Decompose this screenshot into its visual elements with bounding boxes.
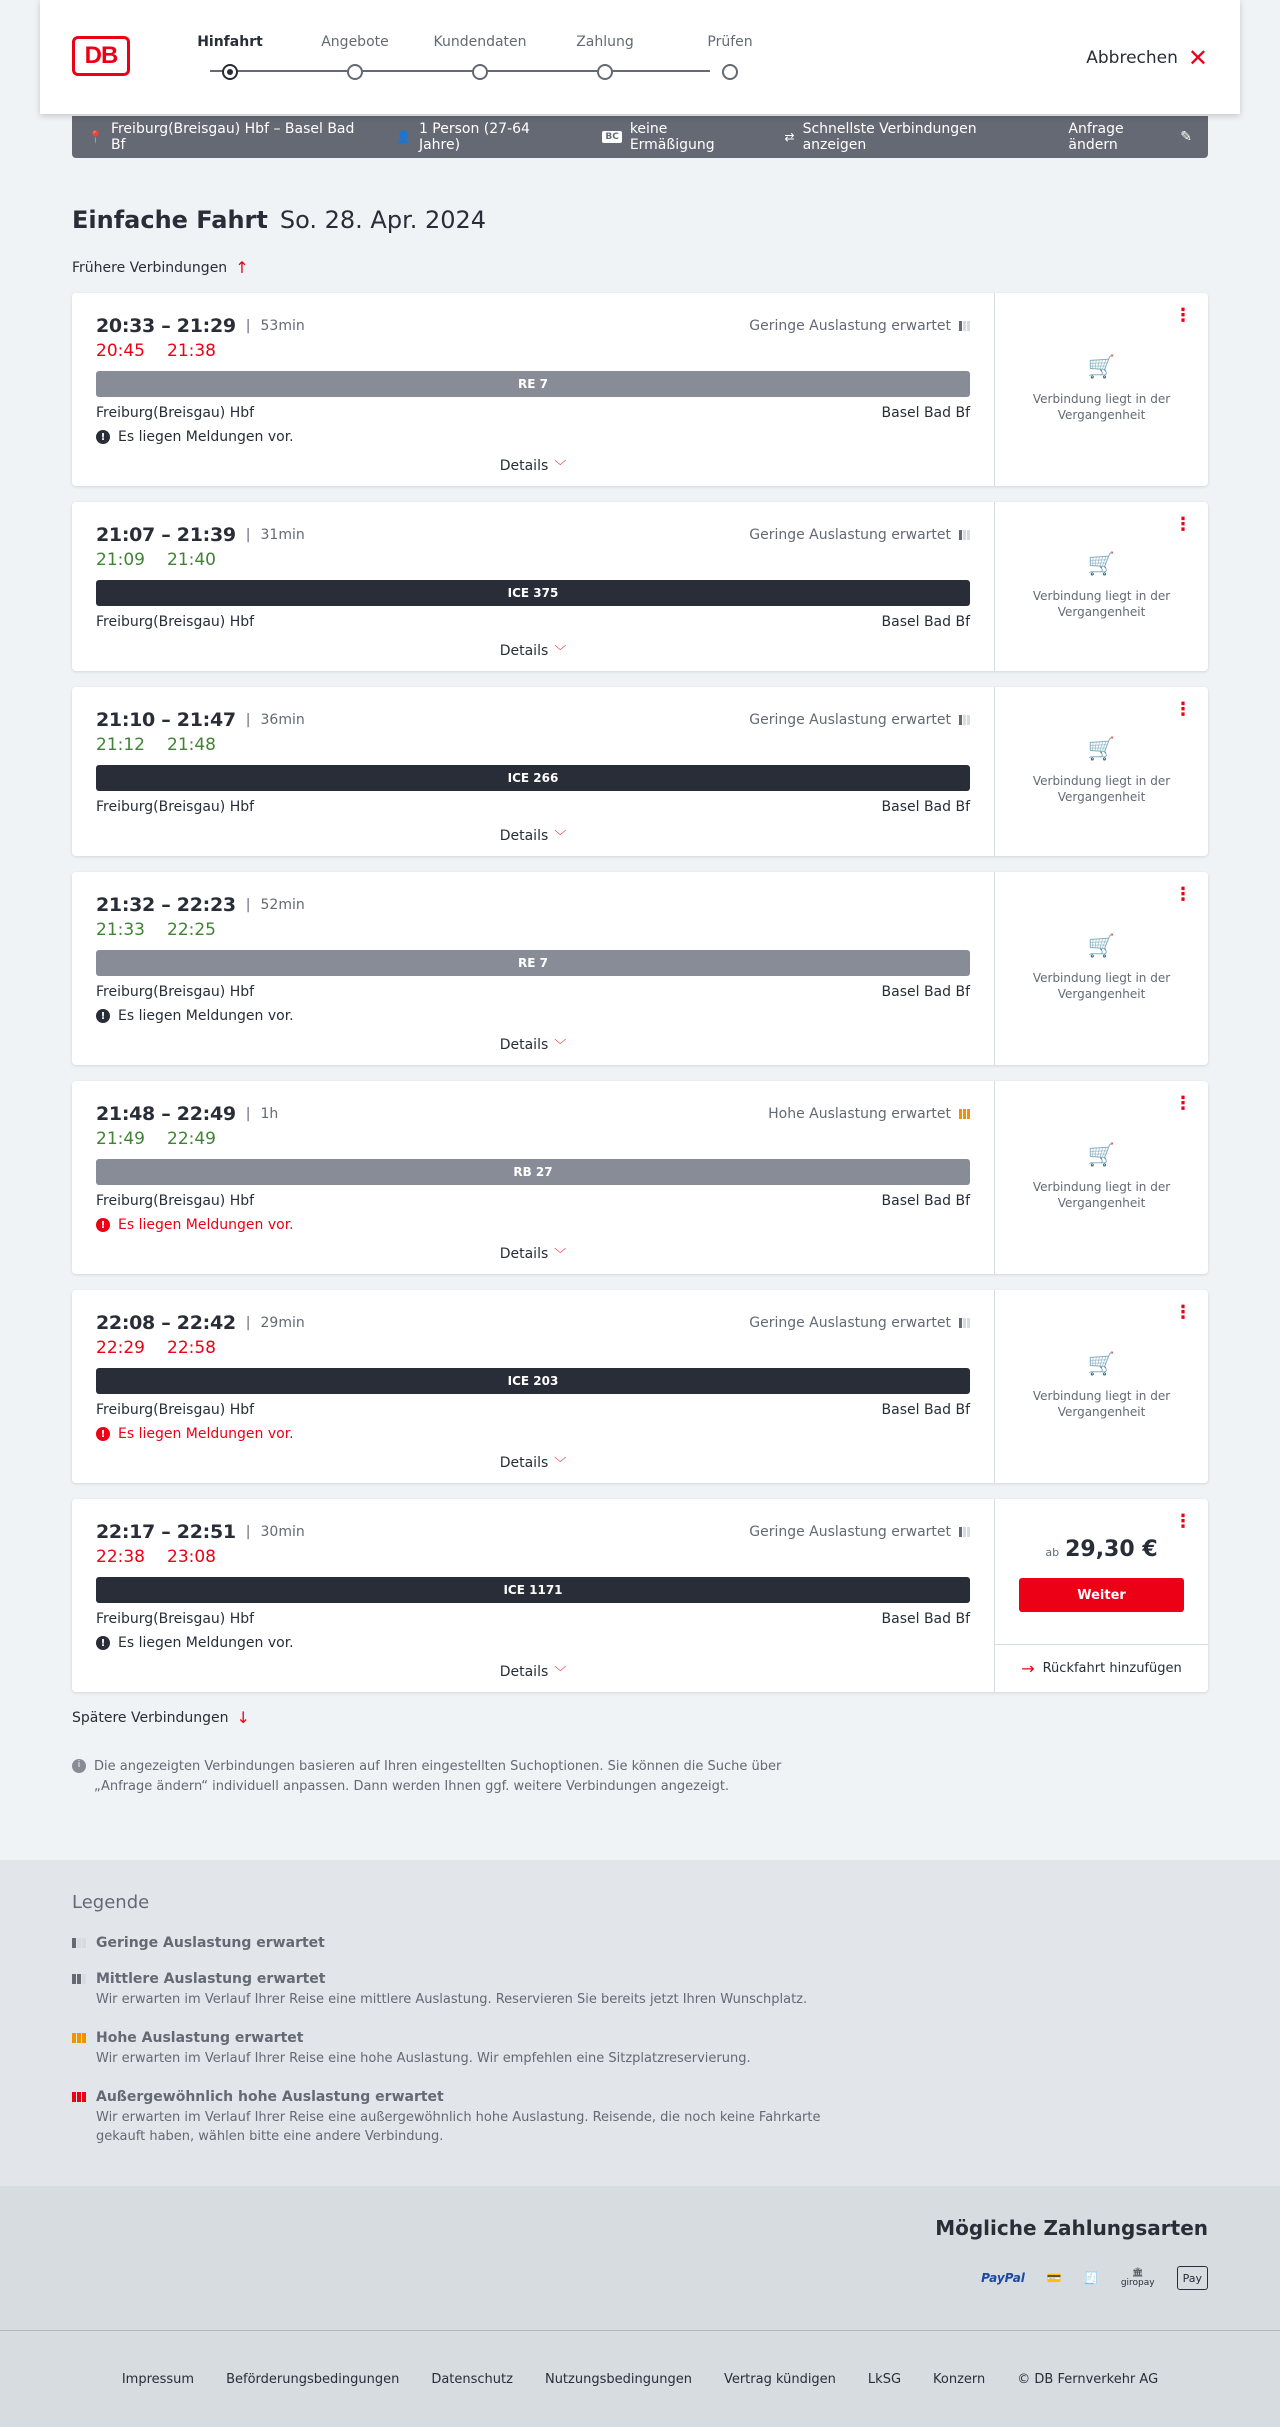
giropay-icon	[1121, 2266, 1155, 2290]
info-notice	[72, 1757, 832, 1796]
departure-station: Freiburg(Breisgau) Hbf	[96, 799, 255, 815]
footer-link[interactable]: Beförderungsbedingungen	[226, 2371, 400, 2387]
page-title: Einfache Fahrt	[72, 206, 268, 234]
price-value: 29,30 €	[1065, 1537, 1158, 1562]
footer-link[interactable]: Impressum	[121, 2371, 195, 2387]
cart-unavailable-icon: 🛒	[1087, 355, 1116, 381]
realtime-departure: 21:33	[96, 920, 145, 940]
separator: |	[245, 712, 251, 728]
legend-section	[0, 1860, 1280, 2186]
alert-icon: !	[96, 1009, 110, 1023]
past-text: Verbindung liegt in der Vergangenheit	[1032, 971, 1171, 1001]
train-segment-bar[interactable]: RE 7	[96, 371, 970, 397]
realtime-arrival: 22:49	[167, 1129, 216, 1149]
alert-icon: !	[96, 1427, 110, 1441]
realtime-times	[96, 735, 970, 757]
more-options-icon[interactable]: ⋮	[1174, 1511, 1192, 1532]
connection-card	[72, 502, 1208, 671]
step-label: Zahlung	[576, 34, 634, 50]
arrow-down-icon: ↓	[236, 1708, 250, 1727]
step-label: Hinfahrt	[197, 34, 263, 50]
cancel-label: Abbrechen	[1086, 48, 1178, 68]
cart-unavailable-icon: 🛒	[1087, 934, 1116, 960]
notice-text: Es liegen Meldungen vor.	[118, 1008, 294, 1024]
connection-main	[72, 1499, 995, 1692]
more-options-icon[interactable]: ⋮	[1174, 699, 1192, 720]
departure-station: Freiburg(Breisgau) Hbf	[96, 1193, 255, 1209]
separator: |	[245, 897, 251, 913]
applepay-icon	[1177, 2266, 1208, 2290]
separator: |	[245, 1524, 251, 1540]
step-label: Angebote	[321, 34, 389, 50]
details-label: Details	[499, 643, 549, 659]
occupancy-text: Geringe Auslastung erwartet	[749, 318, 951, 334]
planned-times: 20:33 – 21:29	[96, 315, 236, 337]
departure-station: Freiburg(Breisgau) Hbf	[96, 984, 255, 1000]
arrival-station: Basel Bad Bf	[881, 614, 970, 630]
duration: 1h	[260, 1106, 279, 1122]
giropay-symbol: 🏛	[1132, 2268, 1144, 2279]
details-label: Details	[499, 1037, 549, 1053]
occupancy-text: Geringe Auslastung erwartet	[749, 1524, 951, 1540]
details-label: Details	[499, 1664, 549, 1680]
details-label: Details	[499, 828, 549, 844]
notice-text: Es liegen Meldungen vor.	[118, 1426, 294, 1442]
details-label: Details	[499, 1455, 549, 1471]
footer-link[interactable]: Konzern	[933, 2371, 986, 2387]
cart-unavailable-icon: 🛒	[1087, 737, 1116, 763]
arrow-up-icon: ↑	[235, 258, 249, 277]
connection-list	[72, 293, 1208, 1692]
later-label: Spätere Verbindungen	[72, 1709, 229, 1726]
notice-text: Es liegen Meldungen vor.	[118, 1217, 294, 1233]
occupancy-text: Hohe Auslastung erwartet	[768, 1106, 951, 1122]
more-options-icon[interactable]: ⋮	[1174, 1302, 1192, 1323]
more-options-icon[interactable]: ⋮	[1174, 1093, 1192, 1114]
step-pruefen	[680, 34, 780, 54]
stations-row	[96, 984, 970, 1000]
details-toggle[interactable]	[96, 827, 970, 844]
departure-station: Freiburg(Breisgau) Hbf	[96, 405, 255, 421]
add-return-label: Rückfahrt hinzufügen	[1042, 1661, 1182, 1676]
separator: |	[245, 527, 251, 543]
occupancy-indicator	[749, 527, 970, 543]
separator: |	[245, 1106, 251, 1122]
cart-unavailable-icon: 🛒	[1087, 1143, 1116, 1169]
train-segment-bar[interactable]: ICE 266	[96, 765, 970, 791]
payments-title: Mögliche Zahlungsarten	[935, 2216, 1208, 2241]
legend-heading	[72, 2030, 1208, 2046]
connection-main	[72, 293, 995, 486]
details-toggle[interactable]	[96, 1663, 970, 1680]
connection-card	[72, 1081, 1208, 1274]
add-return-trip-button[interactable]	[995, 1644, 1208, 1692]
past-text: Verbindung liegt in der Vergangenheit	[1032, 1389, 1171, 1419]
past-text: Verbindung liegt in der Vergangenheit	[1032, 589, 1171, 619]
footer-link[interactable]: Vertrag kündigen	[723, 2371, 836, 2387]
arrival-station: Basel Bad Bf	[881, 799, 970, 815]
occupancy-icon	[959, 1527, 970, 1537]
creditcard-icon: 💳	[1046, 2271, 1062, 2286]
arrival-station: Basel Bad Bf	[881, 984, 970, 1000]
alert-icon: !	[96, 1218, 110, 1232]
connection-side	[995, 502, 1208, 671]
legend-item-title: Hohe Auslastung erwartet	[96, 2029, 304, 2046]
connection-side	[995, 293, 1208, 486]
more-options-icon[interactable]: ⋮	[1174, 305, 1192, 326]
occupancy-extreme-icon	[72, 2092, 88, 2102]
step-kundendaten	[430, 34, 530, 54]
legend-list	[72, 1935, 1208, 2146]
planned-times: 21:48 – 22:49	[96, 1103, 236, 1125]
stations-row	[96, 1611, 970, 1627]
legend-heading	[72, 2089, 1208, 2105]
occupancy-indicator	[749, 318, 970, 334]
duration: 52min	[260, 897, 305, 913]
realtime-times	[96, 920, 970, 942]
chevron-down-icon: ﹀	[554, 1665, 567, 1679]
connection-main	[72, 1081, 995, 1274]
arrow-right-icon: →	[1021, 1659, 1035, 1678]
occupancy-high-icon	[72, 2033, 88, 2043]
location-pin-icon: 📍	[88, 130, 103, 144]
occupancy-medium-icon	[72, 1974, 88, 1984]
stations-row	[96, 1402, 970, 1418]
info-icon: i	[72, 1759, 86, 1773]
arrival-station: Basel Bad Bf	[881, 1402, 970, 1418]
summary-persons	[396, 121, 568, 153]
search-summary-bar	[72, 116, 1208, 158]
connection-card	[72, 1499, 1208, 1692]
occupancy-icon	[959, 321, 970, 331]
times-row	[96, 894, 970, 916]
bahncard-icon: BC	[602, 131, 621, 143]
departure-station: Freiburg(Breisgau) Hbf	[96, 1611, 255, 1627]
legend-heading	[72, 1935, 1208, 1951]
footer	[0, 2330, 1280, 2427]
realtime-departure: 21:12	[96, 735, 145, 755]
alert-icon: !	[96, 1636, 110, 1650]
legend-heading	[72, 1971, 1208, 1987]
details-toggle[interactable]	[96, 1454, 970, 1471]
planned-times: 21:10 – 21:47	[96, 709, 236, 731]
arrival-station: Basel Bad Bf	[881, 1193, 970, 1209]
times-row	[96, 1312, 970, 1334]
stepper-line	[210, 70, 710, 72]
connection-card	[72, 293, 1208, 486]
discount-text: keine Ermäßigung	[629, 121, 715, 153]
realtime-departure: 21:09	[96, 550, 145, 570]
header	[40, 0, 1240, 114]
past-text: Verbindung liegt in der Vergangenheit	[1032, 392, 1171, 422]
price-prefix: ab	[1045, 1546, 1060, 1559]
swap-icon: ⇄	[784, 130, 795, 144]
times-row	[96, 709, 970, 731]
realtime-departure: 20:45	[96, 341, 145, 361]
step-zahlung	[555, 34, 655, 54]
realtime-arrival: 22:25	[167, 920, 216, 940]
train-segment-bar[interactable]: ICE 375	[96, 580, 970, 606]
giropay-label: giropay	[1120, 2278, 1155, 2289]
duration: 31min	[260, 527, 305, 543]
legend-item-description: Wir erwarten im Verlauf Ihrer Reise eine außergewöhnlich hohe Auslastung. Reisende, die noch keine Fahrkarte gekauft haben, wählen bitte eine andere Verbindung.	[96, 2109, 821, 2144]
notice-message	[96, 1217, 970, 1233]
chevron-down-icon: ﹀	[554, 644, 567, 658]
footer-link[interactable]: Nutzungsbedingungen	[544, 2371, 692, 2387]
cancel-button[interactable]	[1086, 46, 1208, 70]
times-row	[96, 1103, 970, 1125]
realtime-departure: 21:49	[96, 1129, 145, 1149]
connection-card	[72, 687, 1208, 856]
legend-item-description: Wir erwarten im Verlauf Ihrer Reise eine hohe Auslastung. Wir empfehlen eine Sitzplatzreservierung.	[96, 2050, 751, 2066]
train-segment-bar[interactable]: RB 27	[96, 1159, 970, 1185]
planned-times: 22:17 – 22:51	[96, 1521, 236, 1543]
occupancy-low-icon	[72, 1938, 88, 1948]
train-segment-bar[interactable]: ICE 203	[96, 1368, 970, 1394]
realtime-arrival: 23:08	[167, 1547, 216, 1567]
notice-message	[96, 1426, 970, 1442]
stations-row	[96, 799, 970, 815]
connection-side	[995, 1081, 1208, 1274]
train-segment-bar[interactable]: ICE 1171	[96, 1577, 970, 1603]
connection-card	[72, 1290, 1208, 1483]
times-row	[96, 524, 970, 546]
summary-fastest	[785, 121, 1035, 153]
footer-link[interactable]: © DB Fernverkehr AG	[1017, 2371, 1159, 2387]
connection-side	[995, 687, 1208, 856]
realtime-departure: 22:29	[96, 1338, 145, 1358]
duration: 29min	[260, 1315, 305, 1331]
price	[1045, 1537, 1157, 1562]
stations-row	[96, 405, 970, 421]
step-dot	[222, 64, 238, 80]
past-text: Verbindung liegt in der Vergangenheit	[1032, 774, 1171, 804]
past-text: Verbindung liegt in der Vergangenheit	[1032, 1180, 1171, 1210]
chevron-down-icon: ﹀	[554, 459, 567, 473]
details-toggle[interactable]	[96, 1245, 970, 1262]
occupancy-indicator	[768, 1106, 970, 1122]
payment-methods-section	[0, 2186, 1280, 2330]
page-title-row	[72, 206, 1208, 234]
realtime-times	[96, 1338, 970, 1360]
train-segment-bar[interactable]: RE 7	[96, 950, 970, 976]
earlier-connections-link[interactable]	[72, 258, 1208, 277]
legend-item-title: Mittlere Auslastung erwartet	[96, 1971, 326, 1987]
edit-request-button[interactable]	[1068, 121, 1192, 153]
connection-main	[72, 1290, 995, 1483]
planned-times: 21:07 – 21:39	[96, 524, 236, 546]
legend-item-high	[72, 2030, 1208, 2069]
route-text: Freiburg(Breisgau) Hbf – Basel Bad Bf	[110, 121, 355, 153]
occupancy-indicator	[749, 1524, 970, 1540]
edit-label: Anfrage ändern	[1068, 121, 1124, 153]
connection-side	[995, 1499, 1208, 1692]
occupancy-text: Geringe Auslastung erwartet	[749, 712, 951, 728]
more-options-icon[interactable]: ⋮	[1174, 514, 1192, 535]
travel-date: So. 28. Apr. 2024	[279, 206, 487, 234]
duration: 30min	[260, 1524, 305, 1540]
progress-stepper	[180, 34, 753, 84]
realtime-arrival: 21:48	[167, 735, 216, 755]
legend-title: Legende	[72, 1892, 150, 1913]
realtime-arrival: 21:38	[167, 341, 216, 361]
step-dot	[722, 64, 738, 80]
chevron-down-icon: ﹀	[554, 829, 567, 843]
times-row	[96, 1521, 970, 1543]
fastest-text: Schnellste Verbindungen anzeigen	[802, 121, 977, 153]
step-label: Prüfen	[707, 34, 753, 50]
details-toggle[interactable]	[96, 457, 970, 474]
occupancy-icon	[959, 715, 970, 725]
step-dot	[472, 64, 488, 80]
persons-text: 1 Person (27-64 Jahre)	[418, 121, 530, 153]
applepay-label: Pay	[1182, 2271, 1202, 2285]
connection-side	[995, 872, 1208, 1065]
realtime-arrival: 21:40	[167, 550, 216, 570]
earlier-label: Frühere Verbindungen	[72, 259, 228, 276]
notice-text: Es liegen Meldungen vor.	[118, 429, 294, 445]
chevron-down-icon: ﹀	[554, 1456, 567, 1470]
footer-link[interactable]: Datenschutz	[431, 2371, 513, 2387]
connection-side	[995, 1290, 1208, 1483]
continue-button[interactable]: Weiter	[1019, 1578, 1184, 1612]
occupancy-text: Geringe Auslastung erwartet	[749, 527, 951, 543]
step-angebote	[305, 34, 405, 54]
occupancy-text: Geringe Auslastung erwartet	[749, 1315, 951, 1331]
later-connections-link[interactable]	[72, 1708, 1208, 1727]
times-row	[96, 315, 970, 337]
notice-message	[96, 1008, 970, 1024]
stations-row	[96, 1193, 970, 1209]
connection-main	[72, 502, 995, 671]
pencil-icon: ✎	[1180, 129, 1192, 145]
close-icon: ✕	[1187, 44, 1208, 72]
realtime-times	[96, 341, 970, 363]
separator: |	[245, 1315, 251, 1331]
realtime-arrival: 22:58	[167, 1338, 216, 1358]
occupancy-indicator	[749, 712, 970, 728]
occupancy-icon	[959, 1109, 970, 1119]
cart-unavailable-icon: 🛒	[1087, 552, 1116, 578]
connection-main	[72, 687, 995, 856]
realtime-times	[96, 1547, 970, 1569]
step-dot	[347, 64, 363, 80]
legend-item-low	[72, 1935, 1208, 1951]
legend-item-medium	[72, 1971, 1208, 2010]
legend-item-description: Wir erwarten im Verlauf Ihrer Reise eine mittlere Auslastung. Reservieren Sie bereits jetzt Ihren Wunschplatz.	[96, 1992, 808, 2007]
separator: |	[245, 318, 251, 334]
info-text: Die angezeigten Verbindungen basieren auf Ihren eingestellten Suchoptionen. Sie können die Suche über „Anfrage ändern“ individuell anpassen. Dann werden Ihnen ggf. weitere Verbindungen angezeigt.	[94, 1759, 782, 1794]
occupancy-icon	[959, 1318, 970, 1328]
realtime-times	[96, 550, 970, 572]
details-toggle[interactable]	[96, 642, 970, 659]
summary-discount	[602, 121, 750, 153]
db-logo[interactable]: DB	[72, 36, 130, 76]
alert-icon: !	[96, 430, 110, 444]
arrival-station: Basel Bad Bf	[881, 1611, 970, 1627]
paypal-icon: PayPal	[981, 2271, 1025, 2286]
details-toggle[interactable]	[96, 1036, 970, 1053]
realtime-times	[96, 1129, 970, 1151]
step-hinfahrt	[180, 34, 280, 54]
notice-message	[96, 1635, 970, 1651]
notice-message	[96, 429, 970, 445]
departure-station: Freiburg(Breisgau) Hbf	[96, 1402, 255, 1418]
duration: 36min	[260, 712, 305, 728]
step-dot	[597, 64, 613, 80]
legend-item-title: Geringe Auslastung erwartet	[96, 1935, 325, 1951]
occupancy-indicator	[749, 1315, 970, 1331]
connection-card	[72, 872, 1208, 1065]
more-options-icon[interactable]: ⋮	[1174, 884, 1192, 905]
person-icon: 👤	[396, 130, 411, 144]
planned-times: 22:08 – 22:42	[96, 1312, 236, 1334]
chevron-down-icon: ﹀	[554, 1247, 567, 1261]
duration: 53min	[260, 318, 305, 334]
cart-unavailable-icon: 🛒	[1087, 1352, 1116, 1378]
payment-icons	[981, 2266, 1208, 2290]
details-label: Details	[499, 1246, 549, 1262]
departure-station: Freiburg(Breisgau) Hbf	[96, 614, 255, 630]
step-label: Kundendaten	[433, 34, 527, 50]
occupancy-icon	[959, 530, 970, 540]
planned-times: 21:32 – 22:23	[96, 894, 236, 916]
notice-text: Es liegen Meldungen vor.	[118, 1635, 294, 1651]
legend-item-title: Außergewöhnlich hohe Auslastung erwartet	[96, 2088, 444, 2105]
realtime-departure: 22:38	[96, 1547, 145, 1567]
summary-route	[88, 121, 362, 153]
stations-row	[96, 614, 970, 630]
chevron-down-icon: ﹀	[554, 1038, 567, 1052]
details-label: Details	[499, 458, 549, 474]
arrival-station: Basel Bad Bf	[881, 405, 970, 421]
legend-item-extreme	[72, 2089, 1208, 2147]
footer-link[interactable]: LkSG	[867, 2371, 902, 2387]
connection-main	[72, 872, 995, 1065]
sepa-icon: 🧾	[1083, 2271, 1099, 2286]
